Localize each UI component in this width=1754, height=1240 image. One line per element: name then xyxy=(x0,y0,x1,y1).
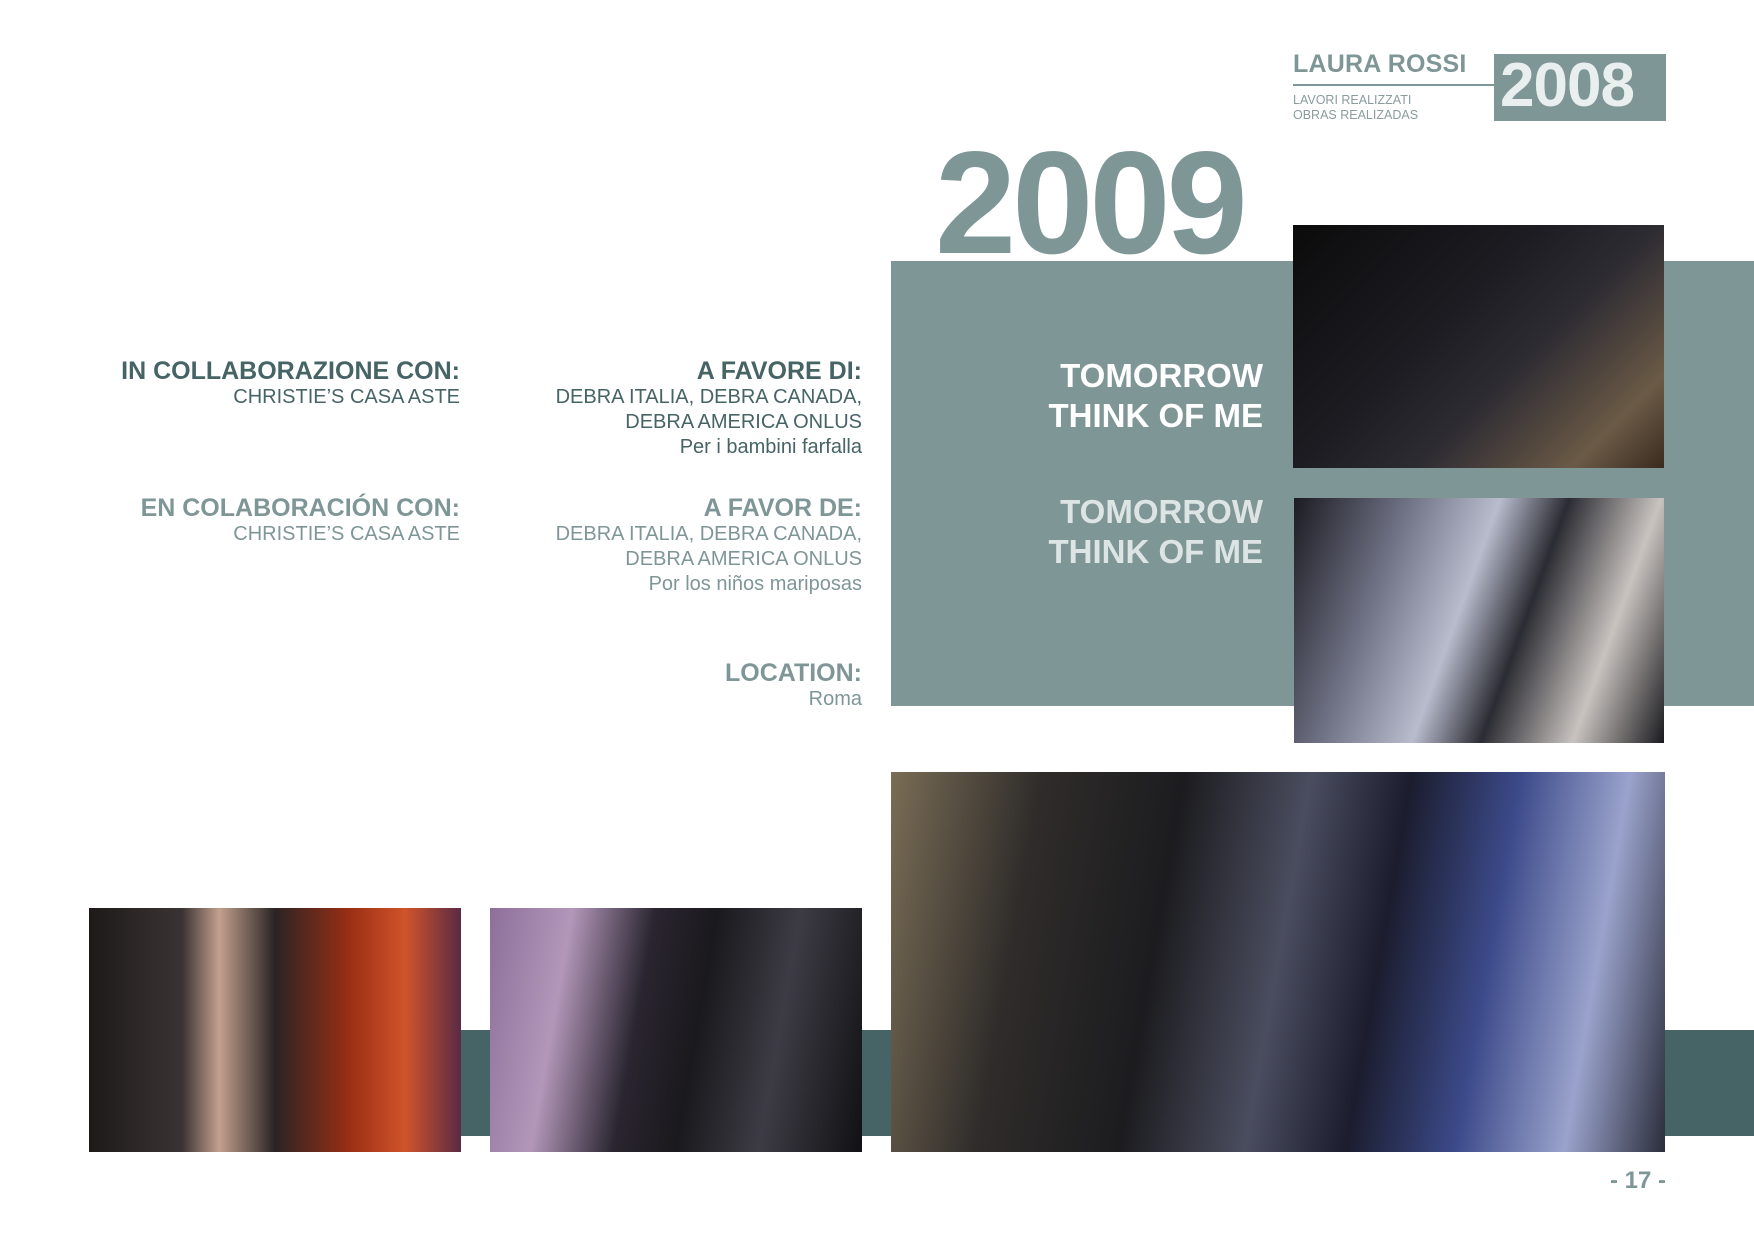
collab-it-block xyxy=(60,357,460,410)
photo-guests-with-microphone xyxy=(89,908,461,1152)
favor-es-block xyxy=(480,494,862,597)
favor-it-label: A FAVORE DI: xyxy=(696,357,862,385)
photo-performer-with-microphone xyxy=(490,908,862,1152)
favor-es-line2: DEBRA AMERICA ONLUS xyxy=(625,548,862,570)
brand-subtitle xyxy=(1293,93,1418,123)
photo-model-portraits xyxy=(1294,498,1664,743)
location-block xyxy=(480,659,862,712)
collab-es-label: EN COLABORACIÓN CON: xyxy=(140,494,460,522)
event-title-es-line2: THINK OF ME xyxy=(1048,533,1263,570)
favor-es-line1: DEBRA ITALIA, DEBRA CANADA, xyxy=(555,523,862,545)
big-year-heading: 2009 xyxy=(935,121,1244,284)
brand-underline xyxy=(1293,84,1495,86)
year-badge-text: 2008 xyxy=(1500,54,1634,120)
location-label: LOCATION: xyxy=(724,659,862,687)
location-value: Roma xyxy=(808,688,862,710)
collab-es-value: CHRISTIE’S CASA ASTE xyxy=(233,523,460,545)
event-title-es-line1: TOMORROW xyxy=(1060,493,1263,530)
event-title-it-line1: TOMORROW xyxy=(1060,357,1263,394)
brand-subtitle-it: LAVORI REALIZZATI xyxy=(1293,93,1412,107)
favor-it-line1: DEBRA ITALIA, DEBRA CANADA, xyxy=(555,386,862,408)
photo-speaker-at-lectern xyxy=(1293,225,1664,468)
photo-exhibition-guests xyxy=(891,772,1665,1152)
favor-it-block xyxy=(480,357,862,460)
event-title-es xyxy=(960,492,1263,572)
collab-it-value: CHRISTIE’S CASA ASTE xyxy=(233,386,460,408)
event-title-it xyxy=(960,356,1263,436)
brand-name: LAURA ROSSI xyxy=(1293,50,1467,78)
page-number: - 17 - xyxy=(1609,1167,1666,1194)
brand-subtitle-es: OBRAS REALIZADAS xyxy=(1293,108,1419,122)
favor-es-label: A FAVOR DE: xyxy=(703,494,862,522)
favor-it-line2: DEBRA AMERICA ONLUS xyxy=(625,411,862,433)
event-title-it-line2: THINK OF ME xyxy=(1048,397,1263,434)
year-badge xyxy=(1494,54,1666,121)
collab-it-label: IN COLLABORAZIONE CON: xyxy=(121,357,460,385)
collab-es-block xyxy=(60,494,460,547)
favor-es-line3: Por los niños mariposas xyxy=(648,573,862,595)
favor-it-line3: Per i bambini farfalla xyxy=(679,436,862,458)
